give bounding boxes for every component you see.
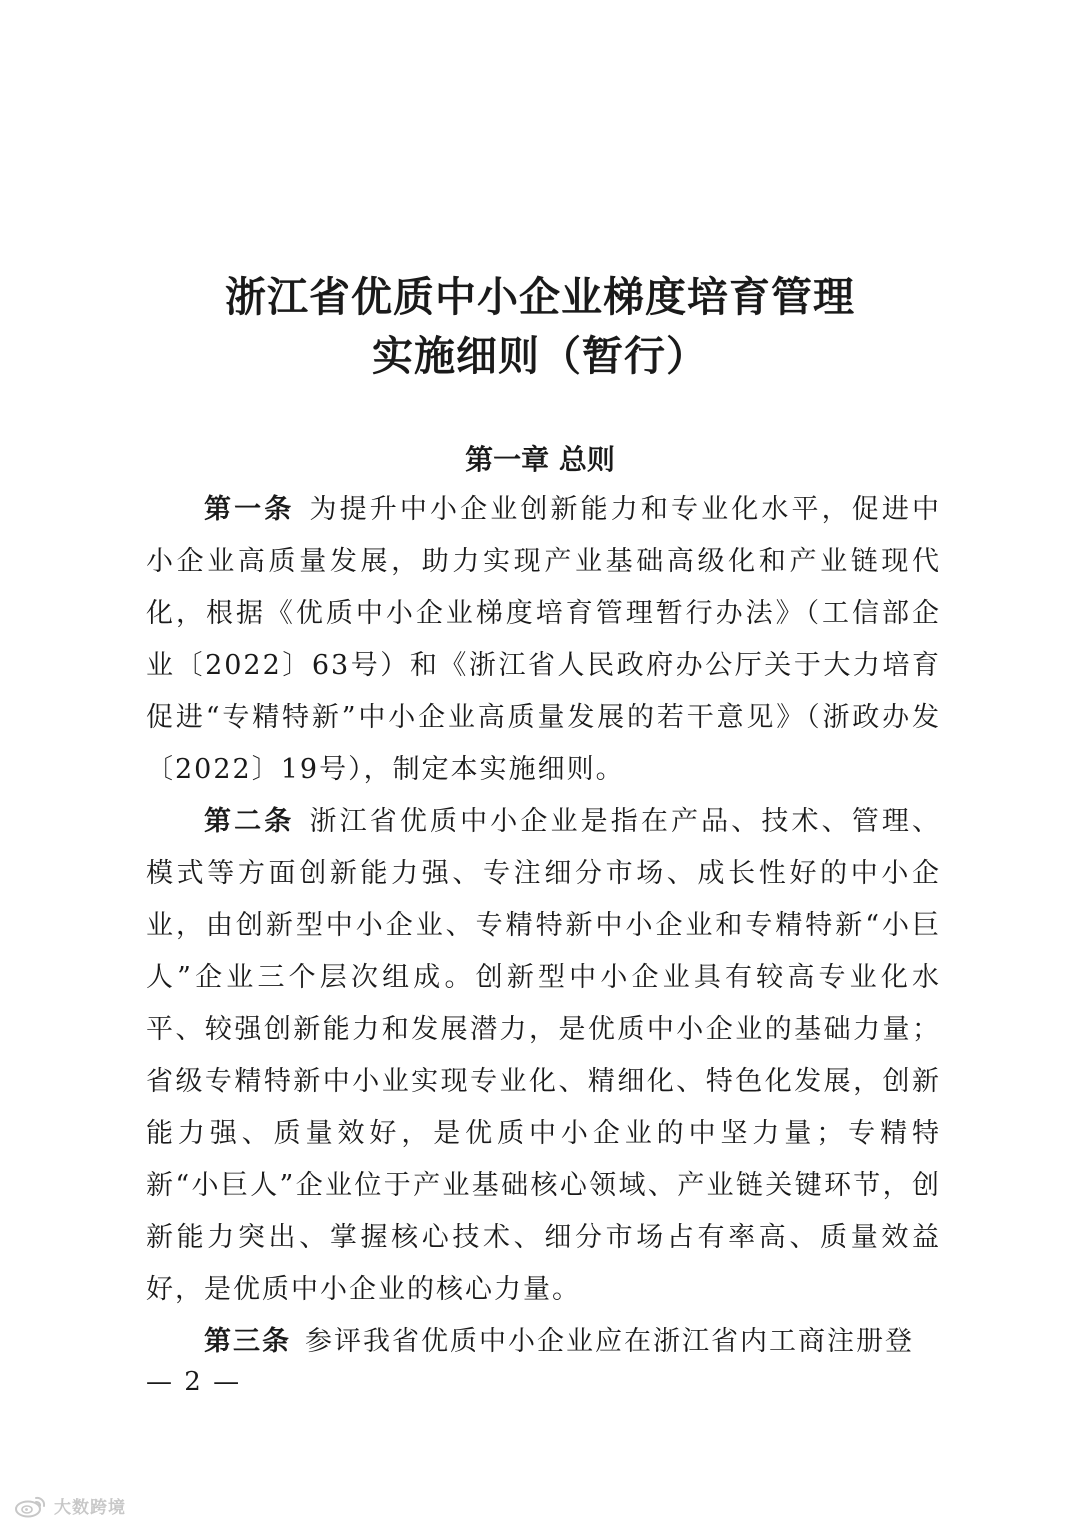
article-3-text: 参评我省优质中小企业应在浙江省内工商注册登 (305, 1326, 914, 1357)
chapter-heading: 第一章 总则 (465, 443, 615, 476)
article-1-text: 为提升中小企业创新能力和专业化水平，促进中小企业高质量发展，助力实现产业基础高级化和产业链现代化，根据《优质中小企业梯度培育管理暂行办法》（工信部企业〔2022〕63号）和《浙江省人民政府办公厅关于大力培育促进“专精特新”中小企业高质量发展的若干意见》（浙政办发〔2022〕19号），制定本实施细则。 (146, 494, 941, 785)
watermark-text: 大数跨境 (54, 1498, 126, 1518)
weibo-logo-icon (14, 1494, 48, 1518)
article-2-label: 第二条 (204, 806, 295, 837)
article-2-text: 浙江省优质中小企业是指在产品、技术、管理、模式等方面创新能力强、专注细分市场、成长性好的中小企业，由创新型中小企业、专精特新中小企业和专精特新“小巨人”企业三个层次组成。创新型中小企业具有较高专业化水平、较强创新能力和发展潜力，是优质中小企业的基础力量；省级专精特新中小业实现专业化、精细化、特色化发展，创新能力强、质量效好，是优质中小企业的中坚力量；专精特新“小巨人”企业位于产业基础核心领域、产业链关键环节，创新能力突出、掌握核心技术、细分市场占有率高、质量效益好，是优质中小企业的核心力量。 (146, 806, 941, 1305)
article-1 (146, 484, 941, 796)
page-number: — 2 — (146, 1367, 242, 1397)
article-2 (146, 796, 941, 1316)
article-list (146, 484, 941, 1368)
article-3 (146, 1316, 941, 1368)
article-3-label: 第三条 (204, 1326, 291, 1357)
article-1-label: 第一条 (204, 494, 295, 525)
watermark (14, 1493, 126, 1518)
document-title-line-1: 浙江省优质中小企业梯度培育管理 (225, 273, 855, 321)
document-title-line-2: 实施细则（暂行） (372, 332, 708, 380)
